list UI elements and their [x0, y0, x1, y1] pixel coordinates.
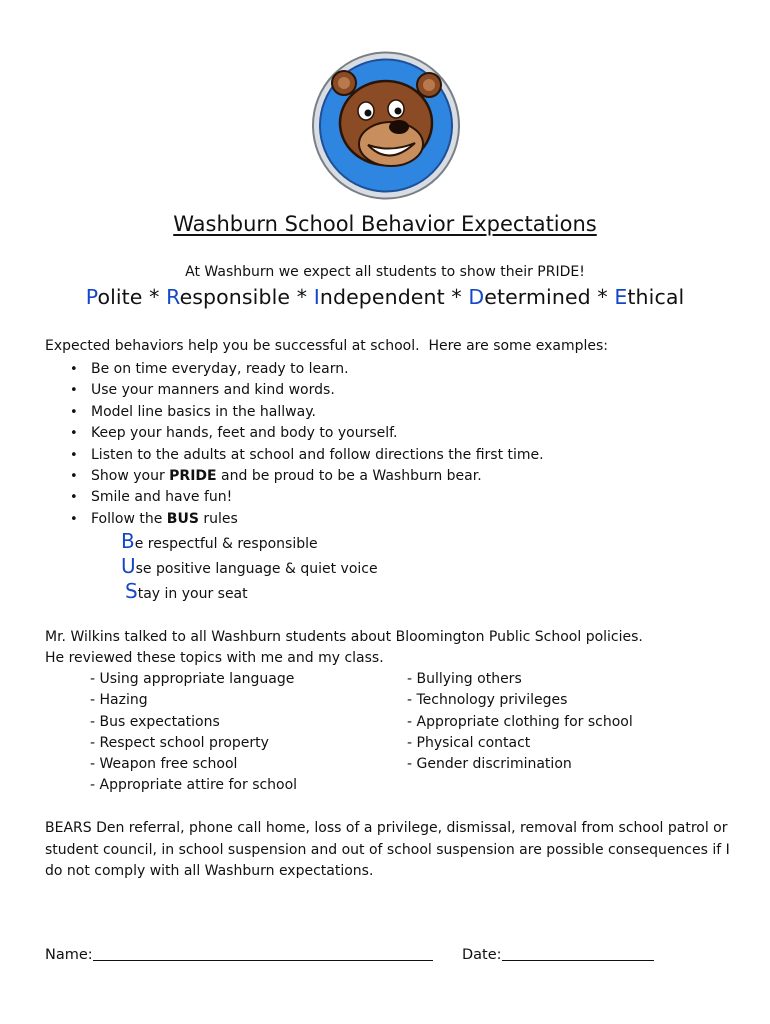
list-item: • Use your manners and kind words. [70, 380, 544, 401]
page-title: Washburn School Behavior Expectations [173, 212, 597, 236]
list-item: - Using appropriate language [90, 671, 295, 687]
list-item: - Bullying others [407, 671, 522, 687]
name-blank[interactable] [93, 946, 433, 961]
pride-word-polite: Polite [85, 285, 143, 309]
pride-intro: At Washburn we expect all students to show their PRIDE! [185, 264, 585, 280]
list-item: - Appropriate clothing for school [407, 713, 633, 730]
pride-word-determined: Determined [468, 285, 591, 309]
policy-intro-2: He reviewed these topics with me and my class. [45, 650, 384, 666]
list-item: - Bus expectations [90, 713, 220, 730]
list-item: • Listen to the adults at school and follow directions the first time. [70, 445, 544, 466]
topics-right [407, 669, 633, 775]
list-item: • Show your PRIDE and be proud to be a Washburn bear. [70, 466, 544, 487]
date-blank[interactable] [502, 946, 654, 961]
date-signature-line [462, 946, 654, 963]
bus-rule-s: Stay in your seat [125, 579, 248, 603]
list-item: - Hazing [90, 692, 148, 709]
behaviors-intro: Expected behaviors help you be successful at school. Here are some examples: [45, 338, 609, 354]
list-item: • Follow the BUS rules [70, 509, 544, 530]
list-item: - Physical contact [407, 734, 531, 751]
name-label: Name: [45, 947, 93, 963]
pride-separator: * [590, 285, 615, 309]
pride-acronym [0, 285, 770, 309]
pride-word-responsible: Responsible [166, 285, 291, 309]
list-item: - Technology privileges [407, 692, 568, 709]
list-item: • Keep your hands, feet and body to yourself. [70, 423, 544, 444]
list-item: - Gender discrimination [407, 756, 572, 773]
bus-rule-b: Be respectful & responsible [121, 529, 318, 553]
list-item: - Weapon free school [90, 756, 238, 773]
date-label: Date: [462, 947, 502, 963]
pride-separator: * [142, 285, 167, 309]
name-signature-line [45, 946, 433, 963]
list-item: • Model line basics in the hallway. [70, 402, 544, 423]
pride-separator: * [290, 285, 314, 309]
behaviors-list [70, 359, 544, 530]
policy-intro-1: Mr. Wilkins talked to all Washburn students about Bloomington Public School policies. [45, 629, 643, 645]
topics-left [90, 669, 297, 797]
pride-word-ethical: Ethical [614, 285, 685, 309]
bus-rule-u: Use positive language & quiet voice [121, 554, 378, 578]
list-item: - Respect school property [90, 734, 269, 751]
bus-rules [121, 529, 378, 604]
consequences-paragraph: BEARS Den referral, phone call home, loss of a privilege, dismissal, removal from school patrol or student council, in school suspension and out of school suspension are possible consequences if I do not comply with all Washburn expectations. [45, 820, 730, 879]
list-item: - Appropriate attire for school [90, 777, 298, 794]
bear-mascot-logo [311, 49, 461, 202]
list-item: • Smile and have fun! [70, 487, 544, 508]
pride-separator: * [444, 285, 469, 309]
list-item: • Be on time everyday, ready to learn. [70, 359, 544, 380]
pride-word-independent: Independent [313, 285, 445, 309]
